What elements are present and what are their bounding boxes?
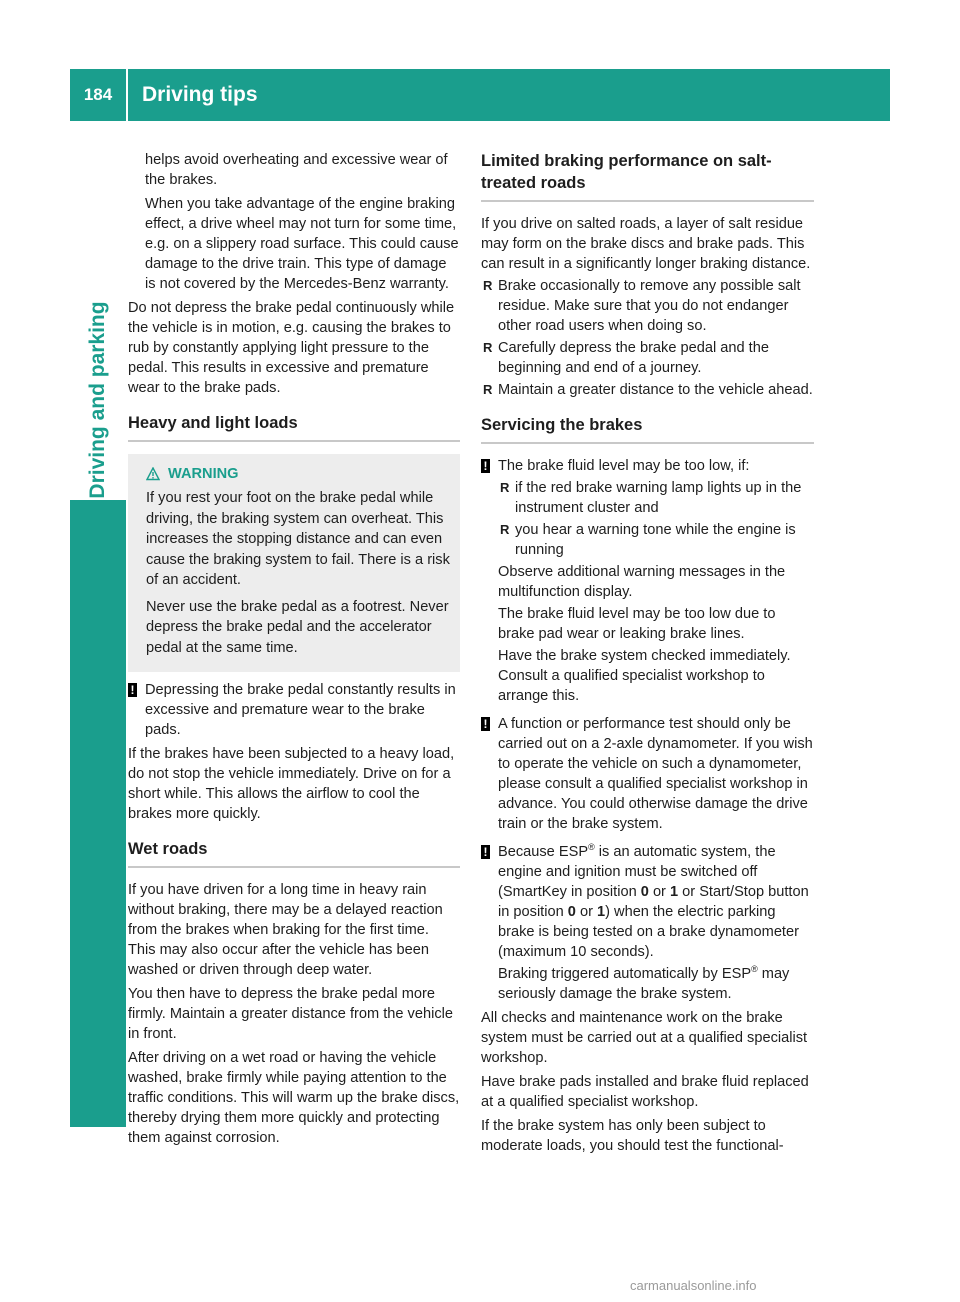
paragraph: If you drive on salted roads, a layer of salt residue may form on the brake discs and brake pads. This can result in a significantly longer braking distance. xyxy=(481,216,811,272)
exclamation-icon: ! xyxy=(481,459,490,473)
list-item-text: if the red brake warning lamp lights up in the instrument cluster and xyxy=(515,480,802,516)
right-column xyxy=(481,150,814,1156)
list-item-text: Maintain a greater distance to the vehicle ahead. xyxy=(498,382,813,398)
list-item xyxy=(481,338,814,378)
warning-box xyxy=(128,454,460,672)
bullet-icon: R xyxy=(483,340,493,355)
exclamation-icon: ! xyxy=(481,845,490,859)
note xyxy=(481,456,814,476)
paragraph: helps avoid overheating and excessive wear of the brakes. xyxy=(145,152,448,188)
note-body xyxy=(481,478,814,706)
note xyxy=(128,680,460,740)
section-tab-block xyxy=(70,500,126,1127)
heading-salt-roads: Limited braking performance on salt-treated roads xyxy=(481,150,814,202)
note-text-a: Braking triggered automatically by ESP xyxy=(498,966,752,982)
note-text: A function or performance test should only be carried out on a 2-axle dynamometer. If you wish to operate the vehicle on such a dynamometer, please consult a qualified specialist workshop in advance. You could otherwise damage the drive train or the brake system. xyxy=(498,716,813,832)
note-text: Depressing the brake pedal constantly results in excessive and premature wear to the brake pads. xyxy=(145,682,456,738)
position-value: 0 xyxy=(640,884,649,900)
warning-triangle-icon xyxy=(146,467,160,481)
note-text-d: ) when the electric parking brake is being tested on a brake dynamometer (maximum 10 seconds). xyxy=(498,904,799,960)
registered-mark: ® xyxy=(588,842,595,853)
paragraph: When you take advantage of the engine braking effect, a drive wheel may not turn for some time, e.g. on a slippery road surface. This could cause damage to the drive train. This type of damage is not covered by the Mercedes-Benz warranty. xyxy=(145,196,459,292)
heading-wet-roads: Wet roads xyxy=(128,838,460,868)
list-item xyxy=(481,276,814,336)
paragraph: Observe additional warning messages in the multifunction display. xyxy=(498,564,786,600)
note-text-b: is an automatic system, the engine and ignition must be switched off (SmartKey in position xyxy=(498,844,776,900)
list-item xyxy=(498,478,814,518)
list-item-text: you hear a warning tone while the engine is running xyxy=(515,522,796,558)
warning-label: WARNING xyxy=(168,466,239,482)
note-text-or: or xyxy=(648,884,670,900)
note-text: The brake fluid level may be too low, if: xyxy=(498,458,750,474)
paragraph: If the brake system has only been subject to moderate loads, you should test the functional- xyxy=(481,1118,784,1154)
page-number: 184 xyxy=(83,85,113,104)
paragraph: The brake fluid level may be too low due to brake pad wear or leaking brake lines. xyxy=(498,606,776,642)
bullet-icon: R xyxy=(483,382,493,397)
header-divider xyxy=(126,69,128,121)
position-value: 1 xyxy=(597,904,606,920)
note-text-c: or Start/Stop button in position xyxy=(498,884,809,920)
paragraph: Have the brake system checked immediately. Consult a qualified specialist workshop to arrange this. xyxy=(498,648,791,704)
paragraph: Have brake pads installed and brake fluid replaced at a qualified specialist workshop. xyxy=(481,1074,809,1110)
bullet-icon: R xyxy=(483,278,493,293)
section-tab-label: Driving and parking xyxy=(86,301,109,499)
bullet-icon: R xyxy=(500,522,510,537)
note xyxy=(481,842,814,962)
page-title: Driving tips xyxy=(142,83,258,106)
watermark: carmanualsonline.info xyxy=(630,1278,757,1293)
note xyxy=(481,714,814,834)
position-value: 1 xyxy=(669,884,679,900)
warning-text: Never use the brake pedal as a footrest. Never depress the brake pedal and the accelerator pedal at the same time. xyxy=(146,598,449,656)
paragraph: If the brakes have been subjected to a heavy load, do not stop the vehicle immediately. Drive on for a short while. This allows the airflow to cool the brakes more quickly. xyxy=(128,746,455,822)
list-item-text: Carefully depress the brake pedal and the beginning and end of a journey. xyxy=(498,340,769,376)
paragraph: If you have driven for a long time in heavy rain without braking, there may be a delayed reaction from the brakes when braking for the first time. This may also occur after the vehicle has been washed or driven through deep water. xyxy=(128,882,443,978)
note-text-b: may seriously damage the brake system. xyxy=(498,966,790,1002)
paragraph: All checks and maintenance work on the brake system must be carried out at a qualified specialist workshop. xyxy=(481,1010,808,1066)
list-item xyxy=(481,380,814,400)
paragraph: You then have to depress the brake pedal more firmly. Maintain a greater distance from the vehicle in front. xyxy=(128,986,453,1042)
left-column xyxy=(128,150,460,1148)
note-text-or: or xyxy=(575,904,597,920)
list-item xyxy=(498,520,814,560)
exclamation-icon: ! xyxy=(128,683,137,697)
warning-text: If you rest your foot on the brake pedal while driving, the braking system can overheat. This increases the stopping distance and can even cause the braking system to fail. There is a risk of an accident. xyxy=(146,490,450,588)
note-text-a: Because ESP xyxy=(498,844,589,860)
heading-heavy-loads: Heavy and light loads xyxy=(128,412,460,442)
warning-title xyxy=(146,464,450,484)
paragraph xyxy=(481,964,814,1004)
bullet-icon: R xyxy=(500,480,510,495)
list-item-text: Brake occasionally to remove any possible salt residue. Make sure that you do not endanger other road users when doing so. xyxy=(498,278,801,334)
heading-servicing-brakes: Servicing the brakes xyxy=(481,414,814,444)
paragraph: Do not depress the brake pedal continuously while the vehicle is in motion, e.g. causing the brakes to rub by constantly applying light pressure to the pedal. This results in excessive and premature wear to the brake pads. xyxy=(128,300,455,396)
exclamation-icon: ! xyxy=(481,717,490,731)
paragraph: After driving on a wet road or having the vehicle washed, brake firmly while paying attention to the traffic conditions. This will warm up the brake discs, thereby drying them more quickly and protecting them against corrosion. xyxy=(128,1050,460,1146)
registered-mark: ® xyxy=(751,964,758,975)
position-value: 0 xyxy=(567,904,576,920)
